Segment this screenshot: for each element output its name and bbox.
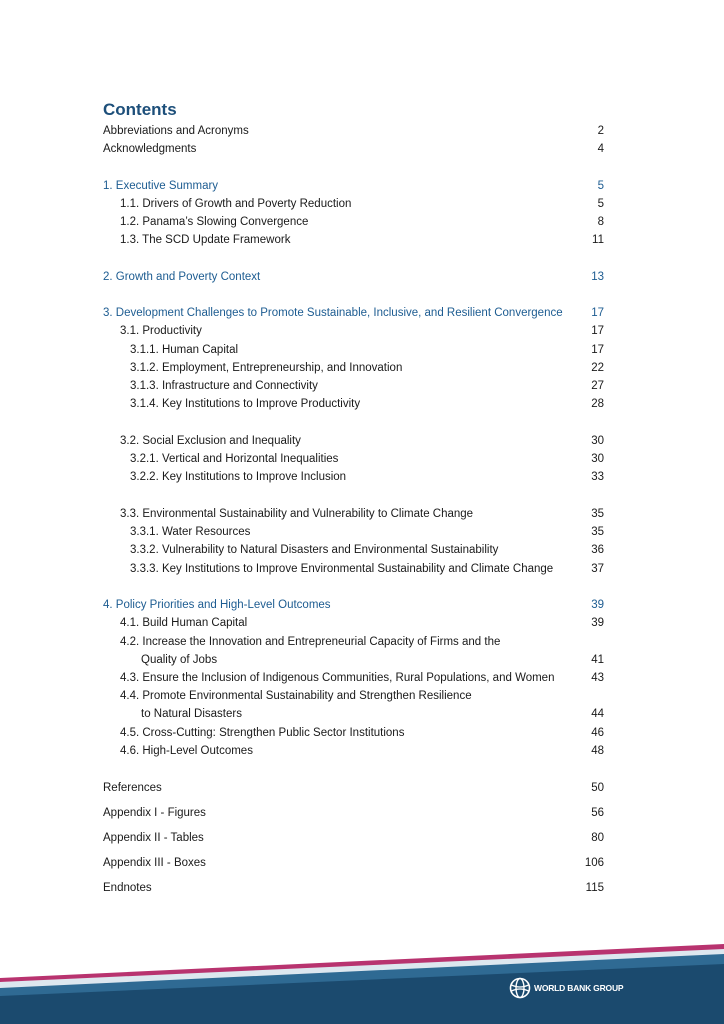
- toc-entry[interactable]: [103, 633, 604, 669]
- toc-entry-label: 4.3. Ensure the Inclusion of Indigenous Communities, Rural Populations, and Women: [120, 672, 555, 684]
- toc-entry-page: 27: [591, 380, 604, 392]
- toc-entry-label: 3.3.1. Water Resources: [130, 526, 251, 538]
- toc-entry[interactable]: [103, 213, 604, 231]
- toc-entry-page: 106: [584, 857, 604, 869]
- toc-entry-page: 35: [591, 508, 604, 520]
- toc-entry-page: 30: [591, 435, 604, 447]
- toc-entry-page: 39: [591, 599, 604, 611]
- toc-entry[interactable]: [103, 779, 604, 797]
- toc-entry-page: 4: [597, 143, 604, 155]
- toc-entry-label: 4.4. Promote Environmental Sustainability and Strengthen Resilience: [120, 690, 472, 702]
- toc-entry[interactable]: [103, 523, 604, 541]
- toc-entry[interactable]: [103, 359, 604, 377]
- toc-entry[interactable]: [103, 122, 604, 140]
- page-title: Contents: [103, 100, 177, 119]
- toc-entry[interactable]: [103, 541, 604, 559]
- toc-chapter-3[interactable]: [103, 304, 604, 322]
- toc-entry[interactable]: [103, 854, 604, 872]
- toc-entry-label: 3.1.2. Employment, Entrepreneurship, and Innovation: [130, 362, 403, 374]
- toc-entry[interactable]: [103, 432, 604, 450]
- toc-entry-page: 39: [591, 617, 604, 629]
- toc-entry-page: 5: [597, 180, 604, 192]
- toc-entry-label: 1.2. Panama’s Slowing Convergence: [120, 216, 309, 228]
- toc-entry-page: 13: [591, 271, 604, 283]
- toc-entry-label-continued: to Natural Disasters: [141, 708, 242, 720]
- toc-entry-label: Acknowledgments: [103, 143, 197, 155]
- toc-entry[interactable]: [103, 879, 604, 897]
- toc-entry-label: 3.2.2. Key Institutions to Improve Inclusion: [130, 471, 347, 483]
- toc-entry[interactable]: [103, 560, 604, 578]
- toc-entry[interactable]: [103, 341, 604, 359]
- toc-entry-label: Abbreviations and Acronyms: [103, 125, 249, 137]
- toc-entry-page: 36: [591, 544, 604, 556]
- toc-entry-page: 50: [591, 782, 604, 794]
- toc-entry-label: References: [103, 782, 162, 794]
- toc-entry-page: 80: [591, 832, 604, 844]
- globe-icon: [509, 977, 531, 999]
- toc-entry-label: 3.1.1. Human Capital: [130, 344, 239, 356]
- toc-entry-label: 4.5. Cross-Cutting: Strengthen Public Sector Institutions: [120, 727, 405, 739]
- toc-entry-page: 8: [597, 216, 604, 228]
- toc-entry-label: 3.1. Productivity: [120, 325, 202, 337]
- toc-chapter-2[interactable]: [103, 268, 604, 286]
- logo-text: WORLD BANK GROUP: [534, 983, 624, 993]
- toc-entry-page: 5: [597, 198, 604, 210]
- toc-entry-page: 2: [597, 125, 604, 137]
- toc-entry[interactable]: [103, 614, 604, 632]
- toc-entry[interactable]: [103, 468, 604, 486]
- toc-entry-page: 46: [591, 727, 604, 739]
- toc-entry[interactable]: [103, 377, 604, 395]
- toc-entry-label-continued: Quality of Jobs: [141, 654, 218, 666]
- toc-entry-label: 3.1.3. Infrastructure and Connectivity: [130, 380, 318, 392]
- toc-entry-page: 17: [591, 325, 604, 337]
- toc-entry-label: 1.3. The SCD Update Framework: [120, 234, 291, 246]
- toc-entry[interactable]: [103, 195, 604, 213]
- toc-entry-label: 4.2. Increase the Innovation and Entrepreneurial Capacity of Firms and the: [120, 636, 501, 648]
- toc-entry[interactable]: [103, 724, 604, 742]
- toc-entry-page: 115: [585, 882, 604, 894]
- toc-entry-label: 3.2. Social Exclusion and Inequality: [120, 435, 301, 447]
- toc-entry-label: 4.1. Build Human Capital: [120, 617, 248, 629]
- toc-entry-page: 28: [591, 398, 604, 410]
- toc-entry-page: 37: [591, 563, 604, 575]
- toc-entry[interactable]: [103, 742, 604, 760]
- toc-entry-page: 30: [591, 453, 604, 465]
- toc-entry-label: 3.3.3. Key Institutions to Improve Environmental Sustainability and Climate Change: [130, 563, 554, 575]
- world-bank-group-logo[interactable]: [509, 977, 623, 999]
- toc-entry[interactable]: [103, 140, 604, 158]
- toc-entry-page: 56: [591, 807, 604, 819]
- toc-entry-label: 2. Growth and Poverty Context: [103, 271, 261, 283]
- toc-entry-label: Endnotes: [103, 882, 152, 894]
- toc-chapter-4[interactable]: [103, 596, 604, 614]
- toc-entry-label: 4.6. High-Level Outcomes: [120, 745, 253, 757]
- toc-entry[interactable]: [103, 450, 604, 468]
- toc-entry-label: 3.3. Environmental Sustainability and Vulnerability to Climate Change: [120, 508, 474, 520]
- toc-entry[interactable]: [103, 669, 604, 687]
- toc-entry[interactable]: [103, 687, 604, 723]
- toc-entry-page: 33: [591, 471, 604, 483]
- toc-entry-page: 11: [592, 234, 604, 246]
- toc-entry-page: 43: [591, 672, 604, 684]
- toc-entry[interactable]: [103, 395, 604, 413]
- toc-entry-label: Appendix I - Figures: [103, 807, 206, 819]
- toc-entry-label: 1. Executive Summary: [103, 180, 219, 192]
- toc-entry[interactable]: [103, 322, 604, 340]
- toc-entry-label: 4. Policy Priorities and High-Level Outcomes: [103, 599, 331, 611]
- toc-entry-label: 3.3.2. Vulnerability to Natural Disasters and Environmental Sustainability: [130, 544, 499, 556]
- toc-entry-page: 17: [591, 344, 604, 356]
- toc-entry-page: 35: [591, 526, 604, 538]
- toc-entry-label: 1.1. Drivers of Growth and Poverty Reduction: [120, 198, 352, 210]
- toc-entry-label: Appendix II - Tables: [103, 832, 204, 844]
- toc-entry-page: 44: [591, 708, 604, 720]
- toc-entry[interactable]: [103, 231, 604, 249]
- toc-entry-page: 41: [591, 654, 604, 666]
- toc-entry[interactable]: [103, 505, 604, 523]
- toc-entry-page: 48: [591, 745, 604, 757]
- toc-entry[interactable]: [103, 804, 604, 822]
- toc-entry-label: 3.2.1. Vertical and Horizontal Inequalities: [130, 453, 339, 465]
- toc-entry-page: 17: [591, 307, 604, 319]
- toc-entry[interactable]: [103, 829, 604, 847]
- toc-entry-page: 22: [591, 362, 604, 374]
- toc-entry-label: Appendix III - Boxes: [103, 857, 206, 869]
- toc-entry-label: 3.1.4. Key Institutions to Improve Productivity: [130, 398, 361, 410]
- toc-chapter-1[interactable]: [103, 177, 604, 195]
- toc-entry-label: 3. Development Challenges to Promote Sustainable, Inclusive, and Resilient Convergence: [103, 307, 563, 319]
